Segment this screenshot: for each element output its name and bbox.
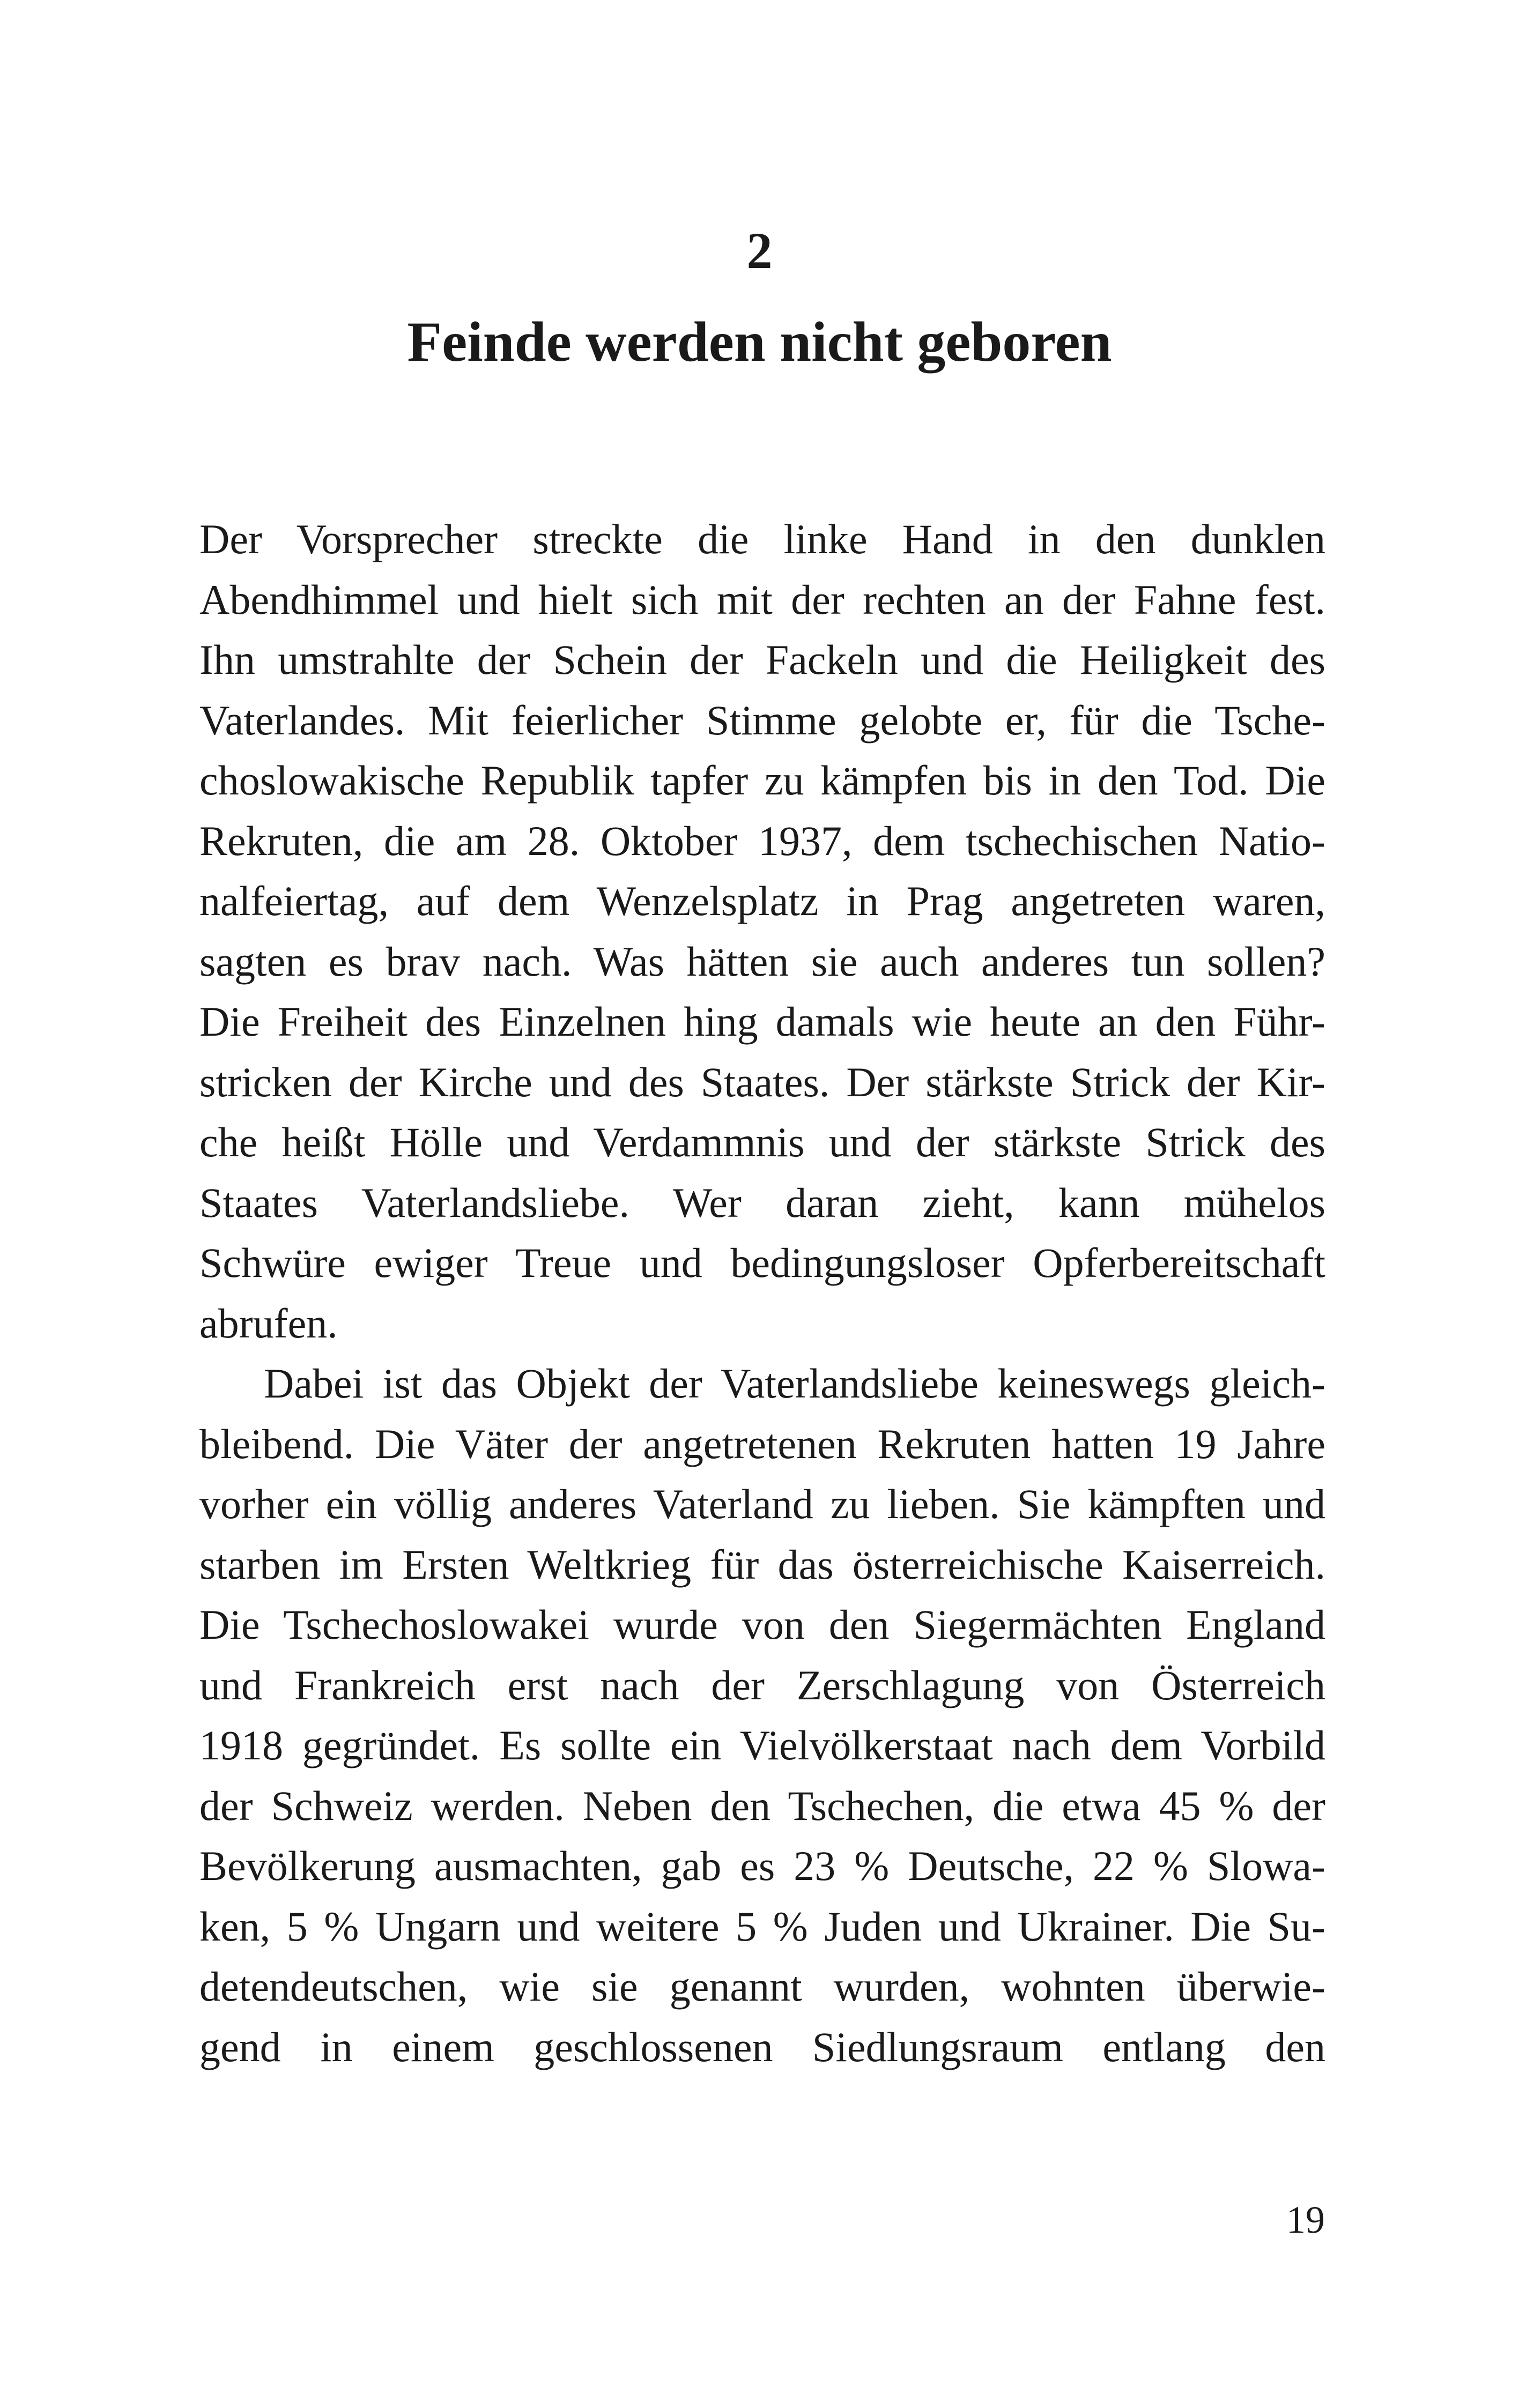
text-line: bleibend. Die Väter der angetretenen Rekruten hatten 19 Jahre (199, 1420, 1325, 1467)
chapter-number: 2 (746, 222, 773, 279)
chapter-title: Feinde werden nicht geboren (407, 310, 1112, 373)
text-line: Schwüre ewiger Treue und bedingungsloser Opferbereitschaft (199, 1239, 1325, 1286)
text-line: Ihn umstrahlte der Schein der Fackeln und die Heiligkeit des (199, 636, 1325, 683)
text-line: Rekruten, die am 28. Oktober 1937, dem tschechischen Natio- (199, 817, 1325, 864)
text-line: der Schweiz werden. Neben den Tschechen, die etwa 45 % der (199, 1782, 1325, 1829)
text-line: 1918 gegründet. Es sollte ein Vielvölkerstaat nach dem Vorbild (199, 1722, 1325, 1768)
text-line: Die Freiheit des Einzelnen hing damals wie heute an den Führ- (199, 998, 1325, 1045)
text-line: vorher ein völlig anderes Vaterland zu lieben. Sie kämpften und (199, 1481, 1325, 1527)
text-line: detendeutschen, wie sie genannt wurden, wohnten überwie- (199, 1963, 1325, 2010)
text-line: Bevölkerung ausmachten, gab es 23 % Deutsche, 22 % Slowa- (199, 1842, 1325, 1889)
text-line: choslowakische Republik tapfer zu kämpfen bis in den Tod. Die (199, 757, 1325, 804)
text-line: Die Tschechoslowakei wurde von den Siegermächten England (199, 1601, 1325, 1648)
text-line: Dabei ist das Objekt der Vaterlandsliebe keineswegs gleich- (264, 1360, 1325, 1407)
text-line: Abendhimmel und hielt sich mit der rechten an der Fahne fest. (199, 576, 1325, 623)
paragraph (199, 509, 1325, 1354)
text-line: nalfeiertag, auf dem Wenzelsplatz in Prag angetreten waren, (199, 878, 1325, 924)
text-line: starben im Ersten Weltkrieg für das österreichische Kaiserreich. (199, 1541, 1325, 1588)
page-number: 19 (1286, 2198, 1325, 2241)
text-line: stricken der Kirche und des Staates. Der stärkste Strick der Kir- (199, 1058, 1325, 1105)
text-line: sagten es brav nach. Was hätten sie auch anderes tun sollen? (199, 938, 1325, 985)
text-line: Vaterlandes. Mit feierlicher Stimme gelobte er, für die Tsche- (199, 696, 1325, 744)
text-line: Der Vorsprecher streckte die linke Hand in den dunklen (199, 516, 1325, 562)
text-line: ken, 5 % Ungarn und weitere 5 % Juden und Ukrainer. Die Su- (199, 1902, 1325, 1950)
text-line: Staates Vaterlandsliebe. Wer daran zieht, kann mühelos (199, 1179, 1325, 1226)
text-line: gend in einem geschlossenen Siedlungsraum entlang den (199, 2023, 1325, 2070)
text-line: che heißt Hölle und Verdammnis und der stärkste Strick des (199, 1119, 1325, 1165)
paragraph (199, 1354, 1325, 2077)
text-line: abrufen. (199, 1299, 338, 1347)
text-line: und Frankreich erst nach der Zerschlagung von Österreich (199, 1661, 1325, 1708)
body-text (199, 509, 1325, 2077)
